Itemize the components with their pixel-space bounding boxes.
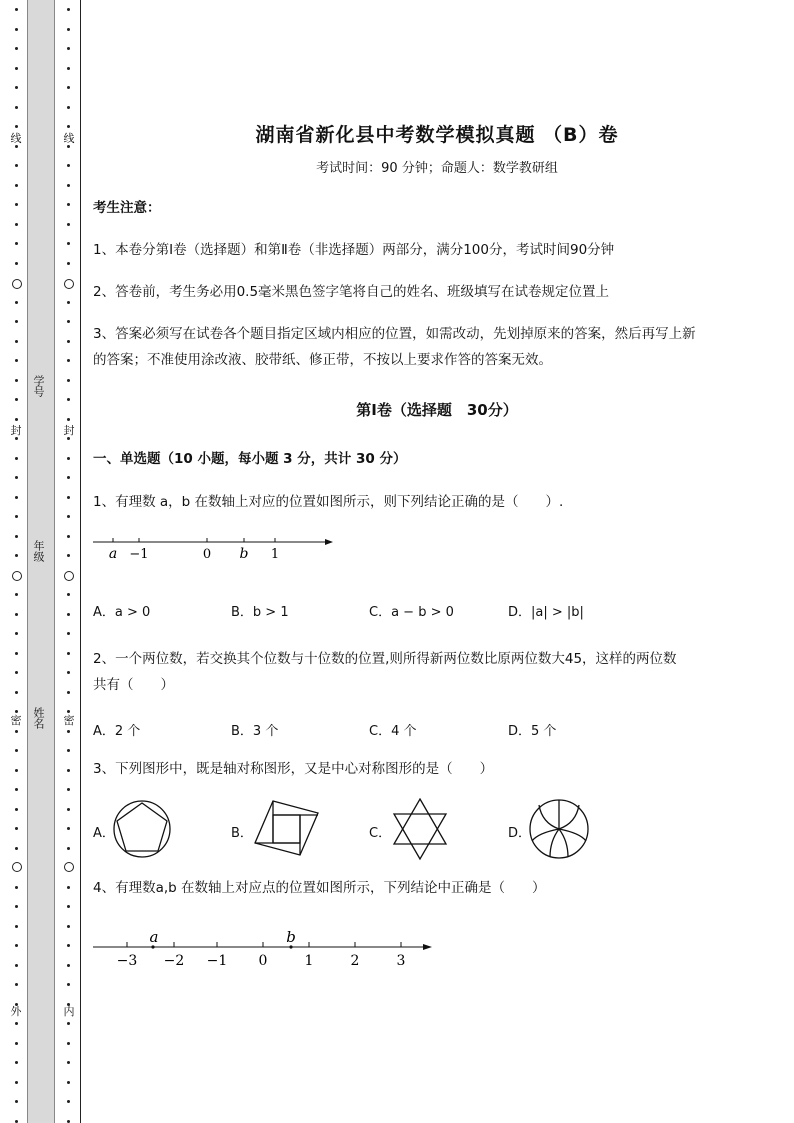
binding-dot (15, 223, 18, 226)
binding-dot (67, 203, 70, 206)
outer-label-xian: 线 (10, 132, 22, 145)
part-heading: 一、单选题（10 小题，每小题 3 分，共计 30 分） (93, 451, 407, 467)
binding-dot (67, 86, 70, 89)
binding-dot (67, 691, 70, 694)
binding-dot (15, 515, 18, 518)
binding-dot (15, 1081, 18, 1084)
binding-dot (15, 1120, 18, 1123)
binding-dot (15, 1100, 18, 1103)
question-3-option-c[interactable]: C． (369, 826, 392, 841)
pentagon-in-circle-figure (113, 799, 173, 859)
axis-tick-label: −2 (163, 953, 185, 969)
binding-dot (67, 593, 70, 596)
binding-dot (15, 671, 18, 674)
binding-dot (67, 1120, 70, 1123)
binding-dot (15, 554, 18, 557)
binding-dot (67, 847, 70, 850)
axis-label-0: 0 (202, 547, 212, 562)
axis-top-a: a (149, 928, 159, 946)
binding-dot (67, 47, 70, 50)
binding-dot (67, 164, 70, 167)
binding-dot (15, 1042, 18, 1045)
binding-dot (67, 964, 70, 967)
binding-dot (67, 476, 70, 479)
binding-dot (15, 964, 18, 967)
binding-dot (15, 457, 18, 460)
question-3-option-d[interactable]: D． (508, 826, 532, 841)
binding-dot (67, 223, 70, 226)
axis-tick-label: 0 (258, 953, 268, 969)
question-1-option-c[interactable]: C．a − b > 0 (369, 605, 454, 620)
binding-dot (67, 515, 70, 518)
binding-dot (67, 418, 70, 421)
binding-dot (67, 749, 70, 752)
binding-dot (15, 164, 18, 167)
binding-dot (15, 730, 18, 733)
binding-dot (67, 983, 70, 986)
question-3-text: 3、下列图形中，既是轴对称图形，又是中心对称图形的是（ ） (93, 761, 494, 777)
binding-dot (67, 632, 70, 635)
question-2-option-b[interactable]: B．3 个 (231, 724, 279, 739)
binding-dot (67, 457, 70, 460)
outer-dot-line (14, 0, 20, 1123)
binding-dot (67, 67, 70, 70)
binding-dot (15, 437, 18, 440)
binding-dot (15, 925, 18, 928)
binding-dot (67, 301, 70, 304)
binding-dot (15, 379, 18, 382)
question-2-text: 2、一个两位数，若交换其个位数与十位数的位置,则所得新两位数比原两位数大45，这样的两位数 (93, 651, 677, 667)
question-2-option-d[interactable]: D．5 个 (508, 724, 557, 739)
field-grade: 年级 (32, 540, 45, 562)
outer-label-wai: 外 (10, 1005, 22, 1018)
notice-item: 2、答卷前，考生务必用0.5毫米黑色签字笔将自己的姓名、班级填写在试卷规定位置上 (93, 284, 610, 300)
binding-dot (15, 593, 18, 596)
axis-tick-label: −3 (116, 953, 138, 969)
binding-dot (67, 398, 70, 401)
binding-dot (15, 808, 18, 811)
binding-dot (15, 905, 18, 908)
binding-dot (67, 28, 70, 31)
axis-top-b: b (286, 928, 296, 946)
binding-dot (15, 106, 18, 109)
hexagram-figure (390, 797, 450, 861)
binding-dot (67, 925, 70, 928)
axis-label-a: a (108, 546, 118, 562)
binding-dot (15, 203, 18, 206)
binding-dot (67, 535, 70, 538)
inner-circle-icon (64, 279, 74, 289)
binding-dot (15, 710, 18, 713)
binding-dot (15, 86, 18, 89)
question-2-text-cont: 共有（ ） (93, 677, 174, 693)
binding-dot (15, 788, 18, 791)
binding-dot (67, 1022, 70, 1025)
binding-dot (67, 710, 70, 713)
notice-item: 1、本卷分第Ⅰ卷（选择题）和第Ⅱ卷（非选择题）两部分，满分100分，考试时间90分钟 (93, 242, 615, 258)
axis-tick-label: 2 (350, 953, 360, 969)
notice-item: 的答案；不准使用涂改液、胶带纸、修正带，不按以上要求作答的答案无效。 (93, 352, 552, 368)
binding-dot (15, 67, 18, 70)
binding-dot (67, 437, 70, 440)
question-4-number-line (90, 925, 440, 970)
inner-circle-icon (64, 862, 74, 872)
binding-dot (67, 1061, 70, 1064)
binding-dot (15, 886, 18, 889)
binding-dot (15, 944, 18, 947)
binding-dot (67, 671, 70, 674)
question-1-option-d[interactable]: D．|a| > |b| (508, 605, 584, 620)
binding-dot (15, 47, 18, 50)
binding-dot (67, 125, 70, 128)
binding-dot (15, 476, 18, 479)
question-1-number-line (90, 530, 340, 565)
section-title: 第Ⅰ卷（选择题 30分） (356, 401, 518, 419)
binding-dot (15, 1061, 18, 1064)
field-name: 姓名 (32, 707, 45, 729)
binding-dot (15, 691, 18, 694)
three-arc-circle-figure (528, 797, 592, 861)
binding-dot (67, 613, 70, 616)
binding-dot (67, 262, 70, 265)
question-1-option-a[interactable]: A．a > 0 (93, 605, 151, 620)
binding-dot (67, 496, 70, 499)
binding-dot (15, 8, 18, 11)
question-2-option-a[interactable]: A．2 个 (93, 724, 141, 739)
inner-dot-line (66, 0, 72, 1123)
axis-tick-label: 3 (396, 953, 406, 969)
binding-dot (67, 886, 70, 889)
binding-dot (15, 301, 18, 304)
binding-dot (15, 418, 18, 421)
binding-dot (15, 184, 18, 187)
binding-dot (15, 827, 18, 830)
binding-dot (67, 730, 70, 733)
notice-heading: 考生注意： (93, 200, 161, 216)
inner-circle-icon (64, 571, 74, 581)
axis-tick-label: −1 (206, 953, 228, 969)
binding-dot (15, 320, 18, 323)
binding-dot (15, 847, 18, 850)
binding-dot (15, 359, 18, 362)
question-4-text: 4、有理数a,b 在数轴上对应点的位置如图所示，下列结论中正确是（ ） (93, 880, 546, 896)
page-subtitle: 考试时间：90 分钟；命题人：数学教研组 (316, 161, 558, 176)
binding-dot (15, 983, 18, 986)
binding-dot (67, 652, 70, 655)
inner-label-nei: 内 (63, 1005, 75, 1018)
notice-item: 3、答案必须写在试卷各个题目指定区域内相应的位置，如需改动，先划掉原来的答案，然后再写上新 (93, 326, 696, 342)
binding-dot (67, 1081, 70, 1084)
binding-dot (67, 554, 70, 557)
binding-dot (15, 652, 18, 655)
outer-label-feng: 封 (10, 424, 22, 437)
axis-label-minus1: −1 (129, 547, 149, 562)
binding-dot (15, 340, 18, 343)
binding-dot (67, 827, 70, 830)
inner-label-feng: 封 (63, 424, 75, 437)
field-student-id: 学号 (32, 375, 45, 397)
binding-dot (15, 769, 18, 772)
outer-circle-icon (12, 571, 22, 581)
binding-dot (15, 613, 18, 616)
binding-dot (67, 1100, 70, 1103)
outer-circle-icon (12, 862, 22, 872)
binding-dot (15, 125, 18, 128)
axis-tick-label: 1 (304, 953, 314, 969)
binding-dot (67, 106, 70, 109)
binding-dot (67, 905, 70, 908)
binding-dot (15, 535, 18, 538)
binding-dot (15, 262, 18, 265)
binding-dot (67, 944, 70, 947)
binding-dot (15, 496, 18, 499)
binding-dot (15, 749, 18, 752)
page-title: 湖南省新化县中考数学模拟真题 （B）卷 (255, 124, 619, 146)
question-1-text: 1、有理数 a，b 在数轴上对应的位置如图所示，则下列结论正确的是（ ）. (93, 494, 564, 510)
binding-dot (15, 1022, 18, 1025)
binding-dot (15, 28, 18, 31)
binding-dot (67, 788, 70, 791)
inner-label-mi: 密 (63, 714, 75, 727)
binding-dot (67, 184, 70, 187)
binding-dot (15, 632, 18, 635)
question-3-option-a[interactable]: A． (93, 826, 115, 841)
binding-dot (67, 320, 70, 323)
binding-dot (67, 379, 70, 382)
binding-dot (67, 769, 70, 772)
inner-label-xian: 线 (63, 132, 75, 145)
outer-label-mi: 密 (10, 714, 22, 727)
question-3-option-b[interactable]: B． (231, 826, 253, 841)
binding-dot (15, 398, 18, 401)
axis-label-b: b (239, 546, 249, 562)
outer-circle-icon (12, 279, 22, 289)
binding-dot (67, 8, 70, 11)
question-1-option-b[interactable]: B．b > 1 (231, 605, 289, 620)
question-2-option-c[interactable]: C．4 个 (369, 724, 417, 739)
axis-label-1: 1 (270, 547, 280, 562)
nested-squares-figure (252, 799, 322, 859)
binding-dot (15, 242, 18, 245)
binding-dot (67, 242, 70, 245)
binding-dot (67, 340, 70, 343)
binding-dot (67, 359, 70, 362)
binding-dot (67, 808, 70, 811)
binding-dot (67, 1042, 70, 1045)
